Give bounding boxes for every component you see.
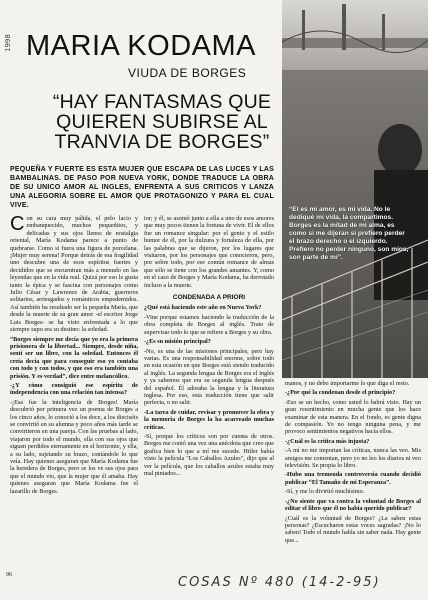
paragraph-text: on su cara muy pálida, el pelo lacio y embanquecido, muchos pequeñitos, y delicadas y sus ojos llenos de nostalgia oriental, María Kodama parece a punto de quebrarse. Como si fuera una figura de porcelana. ¡Mujer muy serena! Porque detrás de esa fragilidad uno descubre una de esos espíritus fuertes y decididos que se encuentran más a menudo en las leyendas que en la vida real. Quizá por eso le gusta tanto la épica y se fascina con personajes como Julio César y Lawrence de Arabia, guerreros solitarios, arriesgados y románticos empedernidos. Así también ha resultado ser la pequeña María, que desde la muerte de su gran amor -el escritor Jorge Luis Borges- se ha visto enfrentada a lo que siempre supo era su destino: la soledad. <box>10 215 138 334</box>
drop-cap: C <box>10 215 25 235</box>
pull-quote: “El es mi amor, es mi vida. No le dediqué mi vida, la compartimos. Borges es la mitad de mi alma, es como si me dijeran si prefiero perder el brazo derecho o el izquierdo. Prefiero no perder ninguno, son míos, son parte de mí”. <box>289 206 409 261</box>
paragraph: -Eso se un hecho, como usted lo habrá visto. Hay un gran resentimiento en mucha gente que los hace examinar de esta manera. En el fondo, es gente digna de compasión. Yo no tengo ninguna pena, y me provoco sentimientos negativos hacia ellos. <box>285 398 421 436</box>
page-number: 96 <box>6 572 12 578</box>
interview-question: -¿Cuál es la crítica más injusta? <box>285 437 370 445</box>
paragraph <box>10 215 138 334</box>
text-column-1 <box>10 215 138 591</box>
interview-question: -Hubo una tremenda controversia cuando decidió publicar “El Tamaño de mi Esperanza”. <box>285 471 421 486</box>
paragraph: ¿Cuál es la voluntad de Borges? ¿La saben estas personas? ¿Escucharon estas voces sagradas? ¡No lo saben! Todo el mundo habla sin saber nada. Hay gente que... <box>285 514 421 544</box>
interview-question: ¿Qué está haciendo este año en Nueva York? <box>144 304 262 312</box>
article-photo <box>282 0 428 378</box>
paragraph: -Sí, y me lo divirtió muchísimo. <box>285 488 365 496</box>
paragraph: -Sí, porque los críticos son por cuenta de otros. Borges me contó una vez una anécdota que creo que grafica bien lo que a mí me sucede. Hitler había visto la película "Los Caballos Azules", dijo que al ver la película, que los caballos azules estaba muy mal pintados... <box>144 432 274 477</box>
photo-illustration <box>282 0 428 378</box>
text-column-3 <box>285 380 421 580</box>
section-heading: CONDENADA A PRIORI <box>172 294 246 302</box>
article-headline: “HAY FANTASMAS QUE QUIEREN SUBIRSE AL TRANVIA DE BORGES” <box>52 91 272 153</box>
interview-question: -¿Por qué la condenan desde el principio? <box>285 389 396 397</box>
article-subtitle: VIUDA DE BORGES <box>128 66 247 80</box>
paragraph: -¡Esa fue la inteligencia de Borges! María descubrió por primera vez un poema de Borges a los cinco años, lo conoció a los doce, a los dieciséis se convirtió en su alumna y poco años más tarde se convirtieron en una pareja. Con las pruebas al lado, viajaron por todo el mundo, ella con sus ojos que siguen perdidos eternamente en el horizonte, y ella, a su lado, sujetando su brazo, contándole lo que veía. Hay quienes aseguran que María Kodama fue la heredera de Borges, pero se los ve sus ojos para que el mundo vio, que la mujer que él amaba. Hay quienes aseguran que María Kodama fue el lazarillo de Borges. <box>10 398 138 495</box>
interview-question: -La tarea de cuidar, revisar y promover la obra y la memoria de Borges la ha acarreado muchas críticas. <box>144 408 274 431</box>
paragraph: -No, es una de las misiones principales, pero hay varias. Es una responsabilidad enorme, sobre todo en esta ocasión en que Borges está siendo traducido al inglés. La segunda lengua de Borges era el inglés y ya sabemos que era su segunda lengua después del español. Él adoraba la lengua y la literatura inglesa. Por eso, esta traducción tiene que salir perfecta, o no salir. <box>144 347 274 407</box>
paragraph: manos, y no debo importarme lo que diga el resto. <box>285 380 410 387</box>
article-dek: PEQUEÑA Y FUERTE ES ESTA MUJER QUE ESCAPA DE LAS LUCES Y LAS BAMBALINAS. DE PASO POR NUEVA YORK, DONDE TRADUCE LA OBRA DE SU UNICO AMOR AL INGLES, ENFRENTA A SUS CRITICOS Y LANZA UNA ALEGORIA SOBRE EL AMOR QUE PROTAGONIZO Y PARA EL CUAL VIVE. <box>10 166 274 209</box>
interview-question: -¿Y cómo consiguió ese espíritu de independencia con una relación tan intensa? <box>10 381 138 397</box>
text-column-2 <box>144 215 274 591</box>
paragraph: tor; y él, se asomó junto a ella a uno de esos amores que muy pocos tienen la fortuna de vivir. El de ellos fue un romance singular: por el genio y el estilo humor de él, por la dulzura y fortaleza de ella, por las palabras que se dijeron, por los lugares que visitaron, por los personajes que conocieron, pero, por sobre todo, por ese común romance de almas que sólo se tiene con los grandes amantes. Y, como en el caso de Borges y María Kodama, ha derrotado incluso a la muerte. <box>144 215 274 289</box>
paragraph: -Vine porque estamos haciendo la traducción de la obra completa de Borges al inglés. Trato de supervisar todo lo que se refiere a Borges y su obra. <box>144 313 274 336</box>
margin-note: 1998 <box>4 34 12 52</box>
pull-answer: “Borges siempre me decía que yo era la primera prisionera de la libertad... Siempre, desde niña, sentí ser un libre, con la soledad. Entonces él creía decía que para conseguir eso yo contaba con todo y con todos, y que eso era también una prisión. Y es verdad”, dice entre melancólico. <box>10 335 138 380</box>
article-title: MARIA KODAMA <box>26 30 256 62</box>
interview-question: -¿Es su misión principal? <box>144 338 211 346</box>
interview-question: -¿No siente que va contra la voluntad de Borges al editar el libro que él no había querido publicar? <box>285 497 421 513</box>
paragraph: -A mí no me importan las críticas, nunca las veo. Mis amigos me comentan, pero yo no leo los diarios ni veo televisión. Se propia lo libro. <box>285 447 421 470</box>
handwritten-source-note: COSAS Nº 480 (14-2-95) <box>178 575 381 590</box>
